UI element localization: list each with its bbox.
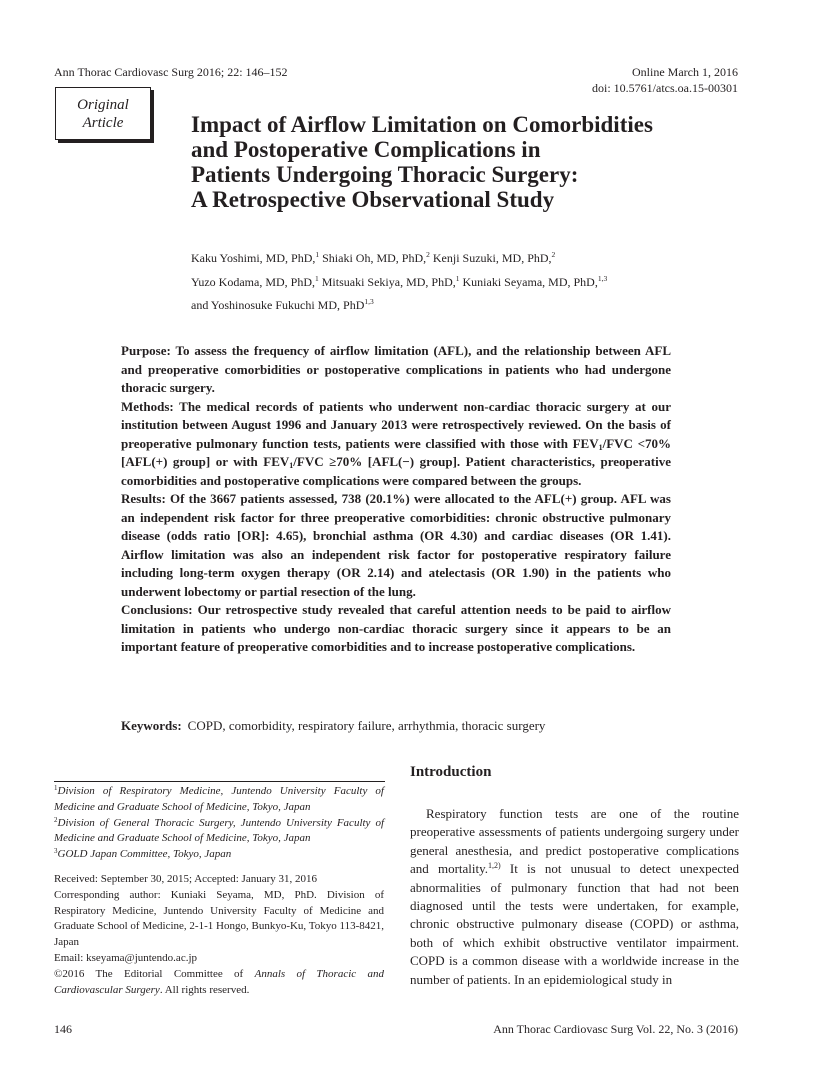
abstract-conclusions: Conclusions: Our retrospective study revealed that careful attention needs to be paid to airflow limitation in patients who undergo non-cardiac thoracic surgery since it appears to be an important feature of preoperative comorbidities and to increase postoperative complications. — [121, 602, 671, 654]
affiliation-text: Division of Respiratory Medicine, Juntendo University Faculty of Medicine and Graduate School of Medicine, Tokyo, Japan — [54, 785, 384, 813]
abstract — [121, 342, 671, 657]
online-date: Online March 1, 2016 — [632, 65, 738, 79]
reference-citation[interactable]: 1,2) — [488, 861, 501, 871]
title-line-2: and Postoperative Complications in — [191, 137, 541, 162]
title-line-3: Patients Undergoing Thoracic Surgery: — [191, 162, 579, 187]
introduction-paragraph — [410, 805, 739, 989]
journal-issue: Ann Thorac Cardiovasc Surg Vol. 22, No. 3 (2016) — [493, 1022, 738, 1036]
author-affil-sup: 2 — [551, 250, 556, 259]
author-affil-sup: 1 — [315, 250, 320, 259]
introduction-body — [410, 805, 739, 989]
copyright-text: ©2016 The Editorial Committee of — [54, 967, 255, 980]
corresponding-author: Corresponding author: Kuniaki Seyama, MD, PhD. Division of Respiratory Medicine, Juntendo University Faculty of Medicine and Graduate School of Medicine, 2-1-1 Hongo, Bunkyo-Ku, Tokyo 113-8421, Japan — [54, 888, 384, 949]
author-affil-sup: 1,3 — [364, 297, 374, 306]
affiliation-number: 1 — [54, 784, 58, 792]
keywords — [121, 717, 681, 735]
footnote-divider — [54, 781, 385, 782]
keywords-text: COPD, comorbidity, respiratory failure, arrhythmia, thoracic surgery — [187, 718, 546, 733]
copyright-journal: Annals of Thoracic and Cardiovascular Surgery — [54, 967, 384, 996]
author-affil-sup: 2 — [426, 250, 430, 259]
affiliation-text: GOLD Japan Committee, Tokyo, Japan — [57, 848, 232, 861]
author-name: Kaku Yoshimi, MD, PhD, — [191, 251, 316, 265]
methods-text: /FVC <70% [AFL(+) group] or with FEV — [121, 435, 671, 469]
page-number: 146 — [54, 1022, 72, 1036]
affiliation-item — [54, 784, 384, 816]
title-line-1: Impact of Airflow Limitation on Comorbidities — [191, 112, 653, 137]
badge-line-1: Original — [77, 96, 129, 113]
author-name: Mitsuaki Sekiya, MD, PhD, — [321, 274, 456, 289]
copyright-notice — [54, 967, 384, 999]
introduction-heading: Introduction — [410, 764, 492, 780]
author-affil-sup: 1 — [315, 273, 319, 283]
copyright-text: . All rights reserved. — [159, 983, 250, 996]
affiliation-text: Division of General Thoracic Surgery, Juntendo University Faculty of Medicine and Graduate School of Medicine, Tokyo, Japan — [54, 816, 384, 845]
doi-link[interactable]: doi: 10.5761/atcs.oa.15-00301 — [592, 81, 738, 95]
author-name: Shiaki Oh, MD, PhD, — [322, 251, 427, 265]
affiliation-item — [54, 847, 384, 863]
contact-email[interactable]: Email: kseyama@juntendo.ac.jp — [54, 951, 198, 964]
title-line-4: A Retrospective Observational Study — [191, 187, 555, 212]
abstract-methods — [121, 398, 671, 491]
methods-text: /FVC ≥70% [AFL(−) group]. Patient characteristics, preoperative comorbidities and postoperative complications were compared between the groups. — [121, 454, 671, 488]
received-accepted-dates: Received: September 30, 2015; Accepted: January 31, 2016 — [54, 873, 318, 885]
author-name: Yuzo Kodama, MD, PhD, — [191, 274, 315, 289]
fev-subscript: 1 — [598, 442, 603, 452]
author-affil-sup: 1 — [455, 273, 460, 283]
publication-info — [592, 64, 738, 96]
intro-text: Respiratory function tests are one of the routine preoperative assessments of patients undergoing surgery under general anesthesia, and predict postoperative complications and mortality. — [410, 806, 739, 877]
affiliation-number: 2 — [54, 815, 58, 824]
intro-text: It is not unusual to detect unexpected abnormalities of pulmonary function that had not been diagnosed until the tests were undertaken, for example, chronic obstructive pulmonary disease (COPD) or asthma, both of which exhibit obstructive ventilator impairment. COPD is a common disease with a worldwide increase in the number of patients. In an epidemiological study in — [410, 861, 739, 987]
affiliation-number: 3 — [54, 847, 58, 856]
article-meta — [54, 872, 384, 998]
author-name: Kenji Suzuki, MD, PhD, — [432, 251, 552, 265]
affiliation-item — [54, 816, 384, 848]
article-title — [191, 112, 751, 212]
article-type-badge — [55, 87, 151, 140]
author-list — [191, 247, 751, 318]
fev-subscript: 1 — [289, 461, 294, 470]
journal-citation: Ann Thorac Cardiovasc Surg 2016; 22: 146–152 — [54, 65, 288, 79]
abstract-purpose: Purpose: To assess the frequency of airflow limitation (AFL), and the relationship between AFL and preoperative comorbidities or postoperative complications in patients who had undergone thoracic surgery. — [121, 343, 671, 395]
affiliations — [54, 784, 384, 863]
author-name: Kuniaki Seyama, MD, PhD, — [462, 274, 598, 289]
keywords-label: Keywords: — [121, 718, 182, 733]
abstract-results: Results: Of the 3667 patients assessed, 738 (20.1%) were allocated to the AFL(+) group. AFL was an independent risk factor for three preoperative comorbidities: chronic obstructive pulmonary disease (odds ratio [OR]: 4.65), bronchial asthma (OR 4.30) and cardiac diseases (OR 1.41). Airflow limitation was also an independent risk factor for postoperative respiratory failure including long-term oxygen therapy (OR 2.14) and atelectasis (OR 1.90) in the patients who underwent lobectomy or partial resection of the lung. — [121, 491, 671, 599]
methods-text: Methods: The medical records of patients who underwent non-cardiac thoracic surgery at our institution between August 1996 and January 2013 were retrospectively reviewed. On the basis of preoperative pulmonary function tests, patients were classified with those with FEV — [121, 398, 671, 451]
badge-line-2: Article — [82, 114, 124, 131]
author-affil-sup: 1,3 — [597, 273, 608, 283]
author-name: and Yoshinosuke Fukuchi MD, PhD — [191, 298, 365, 312]
